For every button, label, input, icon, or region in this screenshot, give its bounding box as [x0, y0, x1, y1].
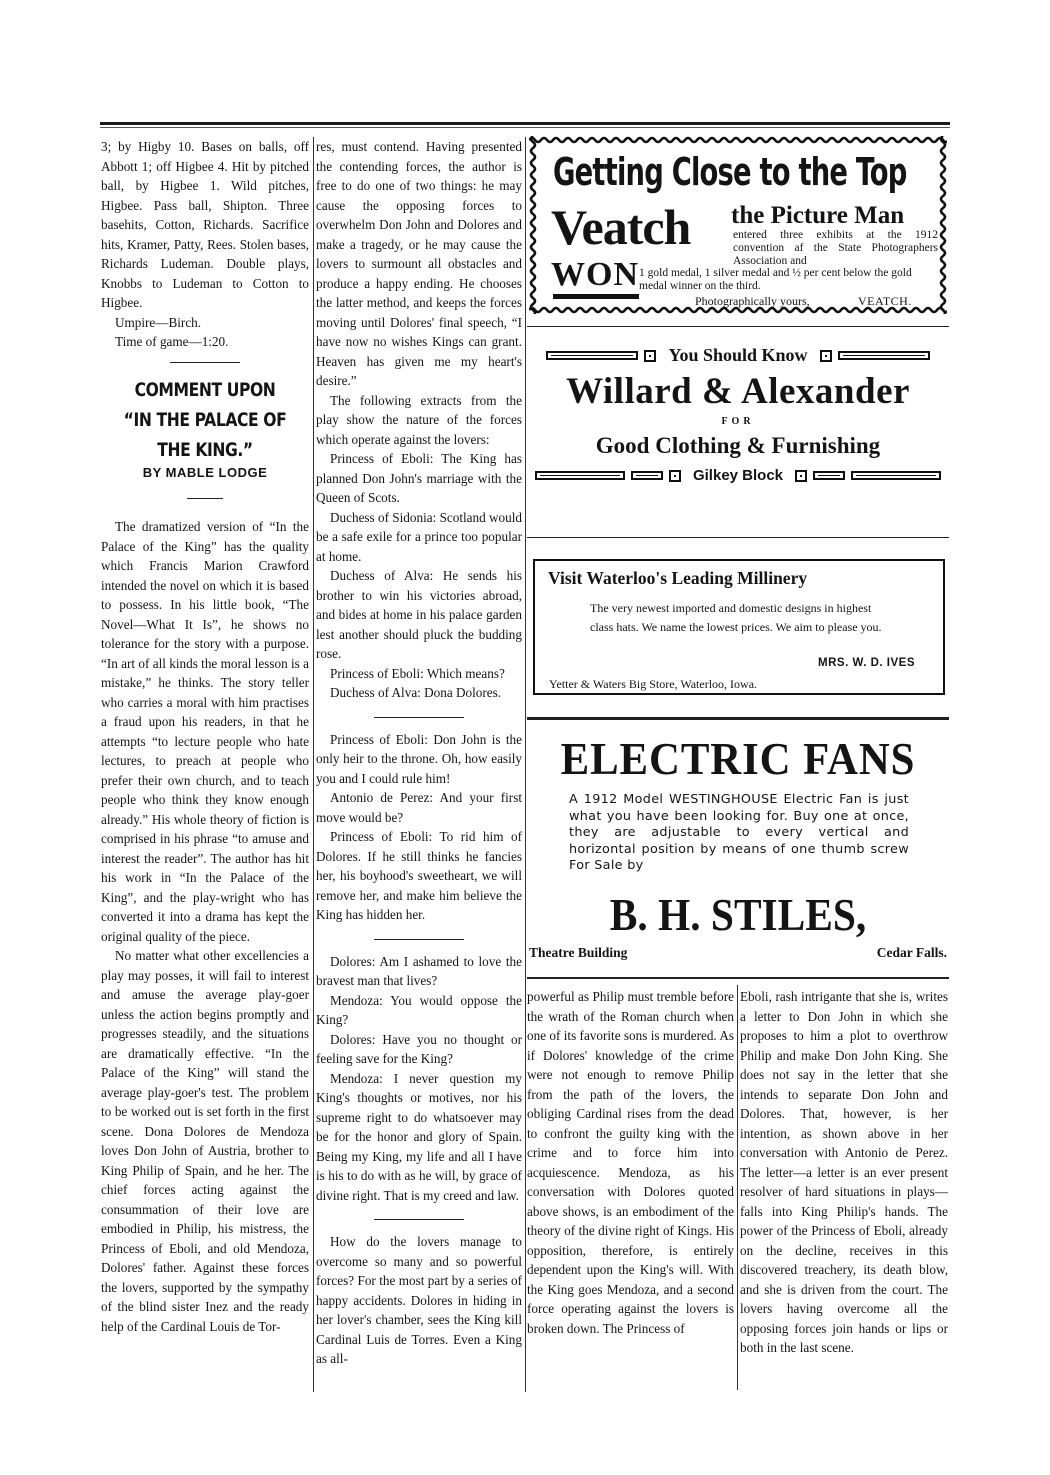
dialogue-line: Princess of Eboli: Don John is the only heir to the throne. Oh, how easily you and I could rule him! [316, 731, 522, 786]
willard-goods: Good Clothing & Furnishing [595, 433, 881, 458]
top-rule [100, 122, 950, 125]
column-2 [316, 137, 522, 1369]
article-paragraph: powerful as Philip must tremble before the wrath of the Roman church when one of its favorite sons is murdered. As if Dolores' knowledge of the crime were not enough to remove Philip from the path of the lovers, the obliging Cardinal rises from the dead to confront the guilty king with the crime and to force him into acquiescence. Mendoza, as his conversation with Dolores quoted above shows, is an embodiment of the theory of the divine right of Kings. His opposition, therefore, is entirely dependent upon the King's will. With the King goes Mendoza, and a second force operating against the lovers is broken down. The Princess of [527, 989, 734, 1336]
fans-city: Cedar Falls. [876, 945, 947, 960]
decorative-box [795, 470, 807, 482]
willard-name: Willard & Alexander [566, 371, 910, 412]
dialogue-line: Mendoza: I never question my King's thoughts or motives, nor his supreme right to do whatsoever may be for the honor and glory of Spain. Being my King, my life and all I have is his to do with as he will, by grace of divine right. That is my creed and law. [316, 1070, 522, 1203]
veatch-tagline: the Picture Man [731, 202, 905, 229]
won-underline [553, 294, 639, 299]
divider-rule [187, 498, 223, 499]
millinery-title: Visit Waterloo's Leading Millinery [548, 568, 808, 588]
decorative-box [669, 470, 681, 482]
ad-separator [527, 326, 949, 327]
dialogue-line: Princess of Eboli: Which means? [330, 665, 505, 681]
article-paragraph: The dramatized version of “In the Palace of the King” has the quality which Francis Marion Crawford intended the novel on which it is based to possess. In his little book, “The Novel—What It Is”, he shows no tolerance for the story with a purpose. “In art of all kinds the moral lesson is a mistake,” he thinks. The story teller who carries a moral with him practises a fraud upon his readers, in that he attempts “to lecture people who hate lectures, to preach at people who prefer their own church, and to teach people who think they know enough already.” His whole theory of fiction is comprised in his phrase “to amuse and interest the reader”. The author has hit his work in “In the Palace of the King”, and the play-wright who has converted it into a drama has kept the original quality of the piece. [101, 519, 309, 944]
veatch-name: Veatch [551, 199, 691, 255]
decorative-row-top [527, 345, 949, 366]
dialogue-line: Princess of Eboli: The King has planned Don John's marriage with the Queen of Scots. [316, 451, 522, 505]
dialogue-line: Dolores: Have you no thought or feeling save for the King? [316, 1031, 522, 1066]
dialogue-line: Princess of Eboli: To rid him of Dolores. If he still thinks he fancies her, his boyhood's sweetheart, we will remove her, and make him believe the King has hidden her. [316, 829, 522, 922]
millinery-proprietor: MRS. W. D. IVES [818, 657, 915, 669]
decorative-box [644, 350, 656, 362]
dialogue-line: Antonio de Perez: And your first move would be? [316, 790, 522, 825]
veatch-headline: Getting Close to the Top [553, 150, 907, 194]
divider-rule [374, 939, 464, 940]
dialogue-line: Dolores: Am I ashamed to love the bravest man that lives? [316, 953, 522, 988]
decorative-row-bottom [527, 467, 949, 484]
umpire: Umpire—Birch. [115, 314, 202, 330]
divider-rule [374, 1219, 464, 1220]
column-3 [527, 987, 734, 1338]
veatch-signature: VEATCH. [858, 294, 912, 308]
fans-seller: B. H. STILES, [609, 889, 867, 940]
willard-for: FOR [721, 416, 755, 427]
article-paragraph: No matter what other excellencies a play may posses, it will fail to interest and amuse the average play-goer unless the action begins promptly and progresses steadily, and the situations are dramatically effective. “In the Palace of the King” will stand the average play-goer's test. The problem to be worked out is set forth in the first scene. Dona Dolores de Mendoza loves Don John of Austria, brother to King Philip of Spain, and he her. The chief forces acting against the consummation of their love are embodied in Philip, his mistress, the Princess of Eboli, and old Mendoza, Dolores' father. Against these forces the lovers, supported by the sympathy of the blind sister Inez and the ready help of the Cardinal Louis de Tor- [101, 948, 309, 1334]
column-divider [737, 985, 738, 1390]
ad-separator [527, 977, 949, 979]
dialogue-line: Mendoza: You would oppose the King? [316, 992, 522, 1027]
article-paragraph: The following extracts from the play show the nature of the forces which operate against the lovers: [316, 392, 522, 447]
column-divider [525, 137, 526, 1392]
article-headline: COMMENT UPON “IN THE PALACE OF THE KING.” [123, 378, 287, 461]
fans-building: Theatre Building [529, 945, 628, 960]
wavy-border-right [939, 136, 947, 314]
decorative-bar [631, 471, 663, 480]
divider-rule [374, 717, 464, 718]
ad-separator [527, 537, 949, 538]
dialogue-line: Duchess of Alva: He sends his brother to win his victories abroad, and bides at home in his palace garden lest another should pluck the budding rose. [316, 568, 522, 661]
article-paragraph: How do the lovers manage to overcome so many and so powerful forces? For the most part by a series of happy accidents. Dolores in hiding in her lover's chamber, sees the King kill Cardinal Luis de Torres. Even a King as all- [316, 1234, 522, 1366]
decorative-bar [813, 471, 845, 480]
decorative-bar [546, 351, 638, 360]
veatch-medals: 1 gold medal, 1 silver medal and ½ per cent below the gold medal winner on the third. [639, 267, 912, 292]
ad-millinery [533, 559, 945, 695]
veatch-details: entered three exhibits at the 1912 convention af the State Photographers Association and [733, 229, 938, 267]
article-paragraph: Eboli, rash intrigante that she is, writes a letter to Don John in which she proposes to him a plot to overthrow Philip and make Don John King. She does not say in the letter that she intends to separate Don John and Dolores. That, however, is her intention, as shown above in her conversation with Antonio de Perez. The letter—a letter is an ever present resolver of hard situations in plays—falls into King Philip's hands. The power of the Princess of Eboli, already on the decline, receives in this discovered treachery, its death blow, and she is driven from the court. The lovers having overcome all the opposing forces join hands or lips or both in the last scene. [740, 989, 948, 1355]
article-paragraph: res, must contend. Having presented the contending forces, the author is free to do one of two things: he may cause the opposing forces to overwhelm Don John and Dolores and make a tragedy, or he may cause the lovers to surmount all obstacles and produce a happy ending. He chooses the latter method, and keeps the forces moving until Dolores' final speech, “I have now no wishes Kings can grant. Heaven has given me my heart's desire.” [316, 139, 522, 388]
column-4 [740, 987, 948, 1358]
ad-willard-alexander [527, 345, 949, 515]
column-divider [313, 137, 314, 1392]
ad-electric-fans [527, 720, 949, 970]
divider-rule [170, 362, 240, 363]
column-1 [101, 137, 309, 1336]
veatch-won: WON [551, 256, 639, 293]
willard-top-line: You Should Know [668, 345, 808, 365]
wavy-border-left [529, 136, 537, 314]
decorative-bar [851, 471, 941, 480]
willard-location: Gilkey Block [692, 467, 784, 484]
box-score: 3; by Higby 10. Bases on balls, off Abbott 1; off Higbee 4. Hit by pitched ball, by Higbee 1. Wild pitches, Higbee. Pass ball, Shipton. Three basehits, Cotton, Richards. Sacrifice hits, Kramer, Patty, Rees. Stolen bases, Richards Ludeman. Double plays, Knobbs to Ludeman to Cotton to Higbee. [101, 139, 309, 310]
dialogue-line: Duchess of Sidonia: Scotland would be a safe exile for a prince too popular at home. [316, 509, 522, 564]
veatch-sign-off: Photographically yours, [695, 294, 810, 308]
ad-veatch [529, 136, 947, 314]
millinery-body: The very newest imported and domestic designs in highest class hats. We name the lowest prices. We aim to please you. [590, 601, 882, 634]
millinery-address: Yetter & Waters Big Store, Waterloo, Iowa. [549, 677, 758, 691]
article-byline: BY MABLE LODGE [142, 464, 268, 480]
decorative-box [820, 350, 832, 362]
time-of-game: Time of game—1:20. [115, 334, 229, 349]
dialogue-line: Duchess of Alva: Dona Dolores. [330, 685, 502, 700]
wavy-border-top [529, 136, 947, 144]
fans-title: ELECTRIC FANS [560, 733, 916, 784]
fans-body: A 1912 Model WESTINGHOUSE Electric Fan is just what you have been looking for. Buy one at once, they are adjustable to every vertical and horizontal position by means of one thumb screw For Sale by [569, 792, 909, 873]
top-rule-thin [100, 127, 950, 128]
decorative-bar [535, 471, 625, 480]
decorative-bar [838, 351, 930, 360]
